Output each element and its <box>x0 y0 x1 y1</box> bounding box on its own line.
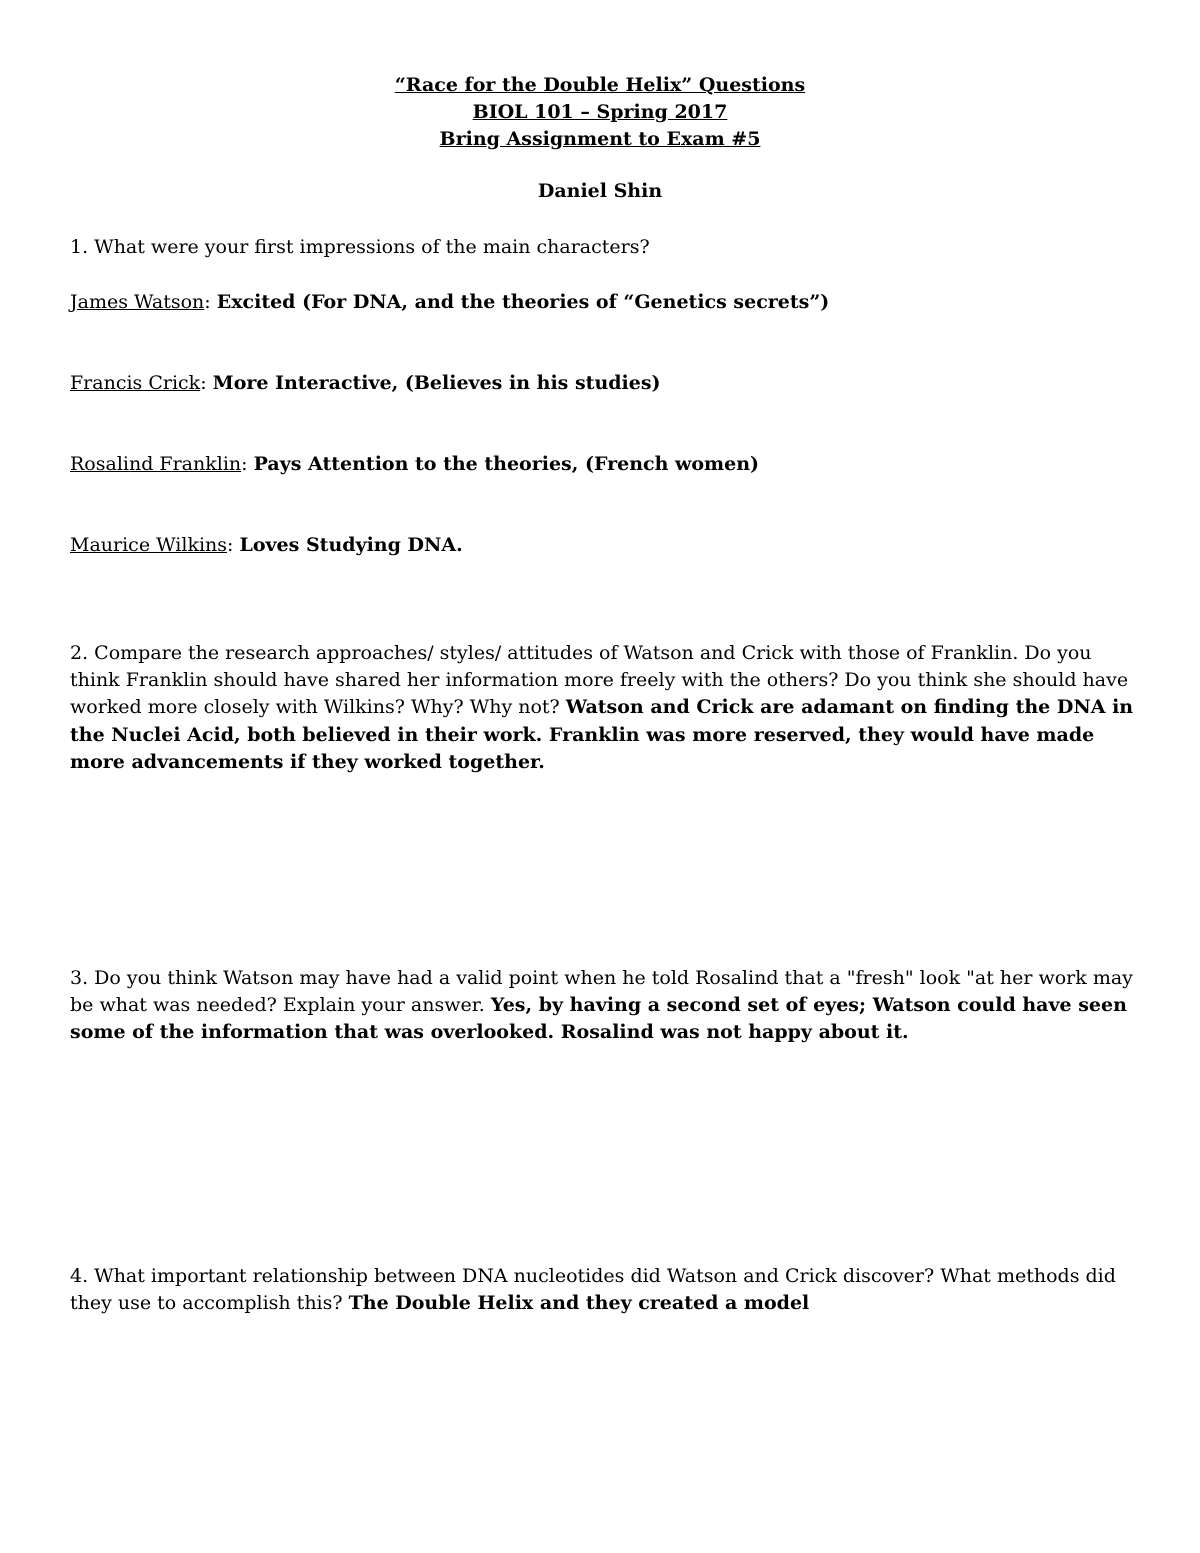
character-entry: Rosalind Franklin: Pays Attention to the theories, (French women) <box>70 453 760 475</box>
question-3-block <box>70 965 1135 1047</box>
character-entry: James Watson: Excited (For DNA, and the theories of “Genetics secrets”) <box>70 291 830 313</box>
character-entry: Francis Crick: More Interactive, (Believes in his studies) <box>70 372 661 394</box>
character-answer: Excited (For DNA, and the theories of “Genetics secrets”) <box>216 291 830 313</box>
character-name: Maurice Wilkins <box>70 534 228 556</box>
character-name: Rosalind Franklin <box>70 453 242 475</box>
character-name: James Watson <box>70 291 205 313</box>
question-2-block <box>70 640 1135 776</box>
question-1: 1. What were your first impressions of the main characters? <box>70 236 650 258</box>
character-answer: Pays Attention to the theories, (French women) <box>253 453 760 475</box>
course-line: BIOL 101 – Spring 2017 <box>472 101 728 123</box>
character-answer: Loves Studying DNA. <box>239 534 463 556</box>
question-2: 2. Compare the research approaches/ styles/ attitudes of Watson and Crick with those of Franklin. Do you think Franklin should have shared her information more freely with the others? Do you think she should have worked more closely with Wilkins? Why? Why not? <box>70 642 1129 719</box>
document-title: “Race for the Double Helix” Questions <box>394 74 806 96</box>
character-name: Francis Crick <box>70 372 201 394</box>
question-4: 4. What important relationship between DNA nucleotides did Watson and Crick discover? What methods did they use to accomplish this? <box>70 1265 1116 1315</box>
answer-4: The Double Helix and they created a model <box>348 1292 810 1315</box>
answer-2: Watson and Crick are adamant on finding the DNA in the Nuclei Acid, both believed in their work. Franklin was more reserved, they would have made more advancements if they worked together. <box>70 696 1134 773</box>
question-3: 3. Do you think Watson may have had a valid point when he told Rosalind that a "fresh" look "at her work may be what was needed? Explain your answer. <box>70 967 1133 1017</box>
character-entry: Maurice Wilkins: Loves Studying DNA. <box>70 534 463 556</box>
answer-3: Yes, by having a second set of eyes; Watson could have seen some of the information that was overlooked. Rosalind was not happy about it. <box>70 994 1127 1044</box>
character-answer: More Interactive, (Believes in his studies) <box>212 372 661 394</box>
question-4-block <box>70 1263 1135 1317</box>
assignment-line: Bring Assignment to Exam #5 <box>439 128 761 150</box>
author-name: Daniel Shin <box>537 180 663 202</box>
